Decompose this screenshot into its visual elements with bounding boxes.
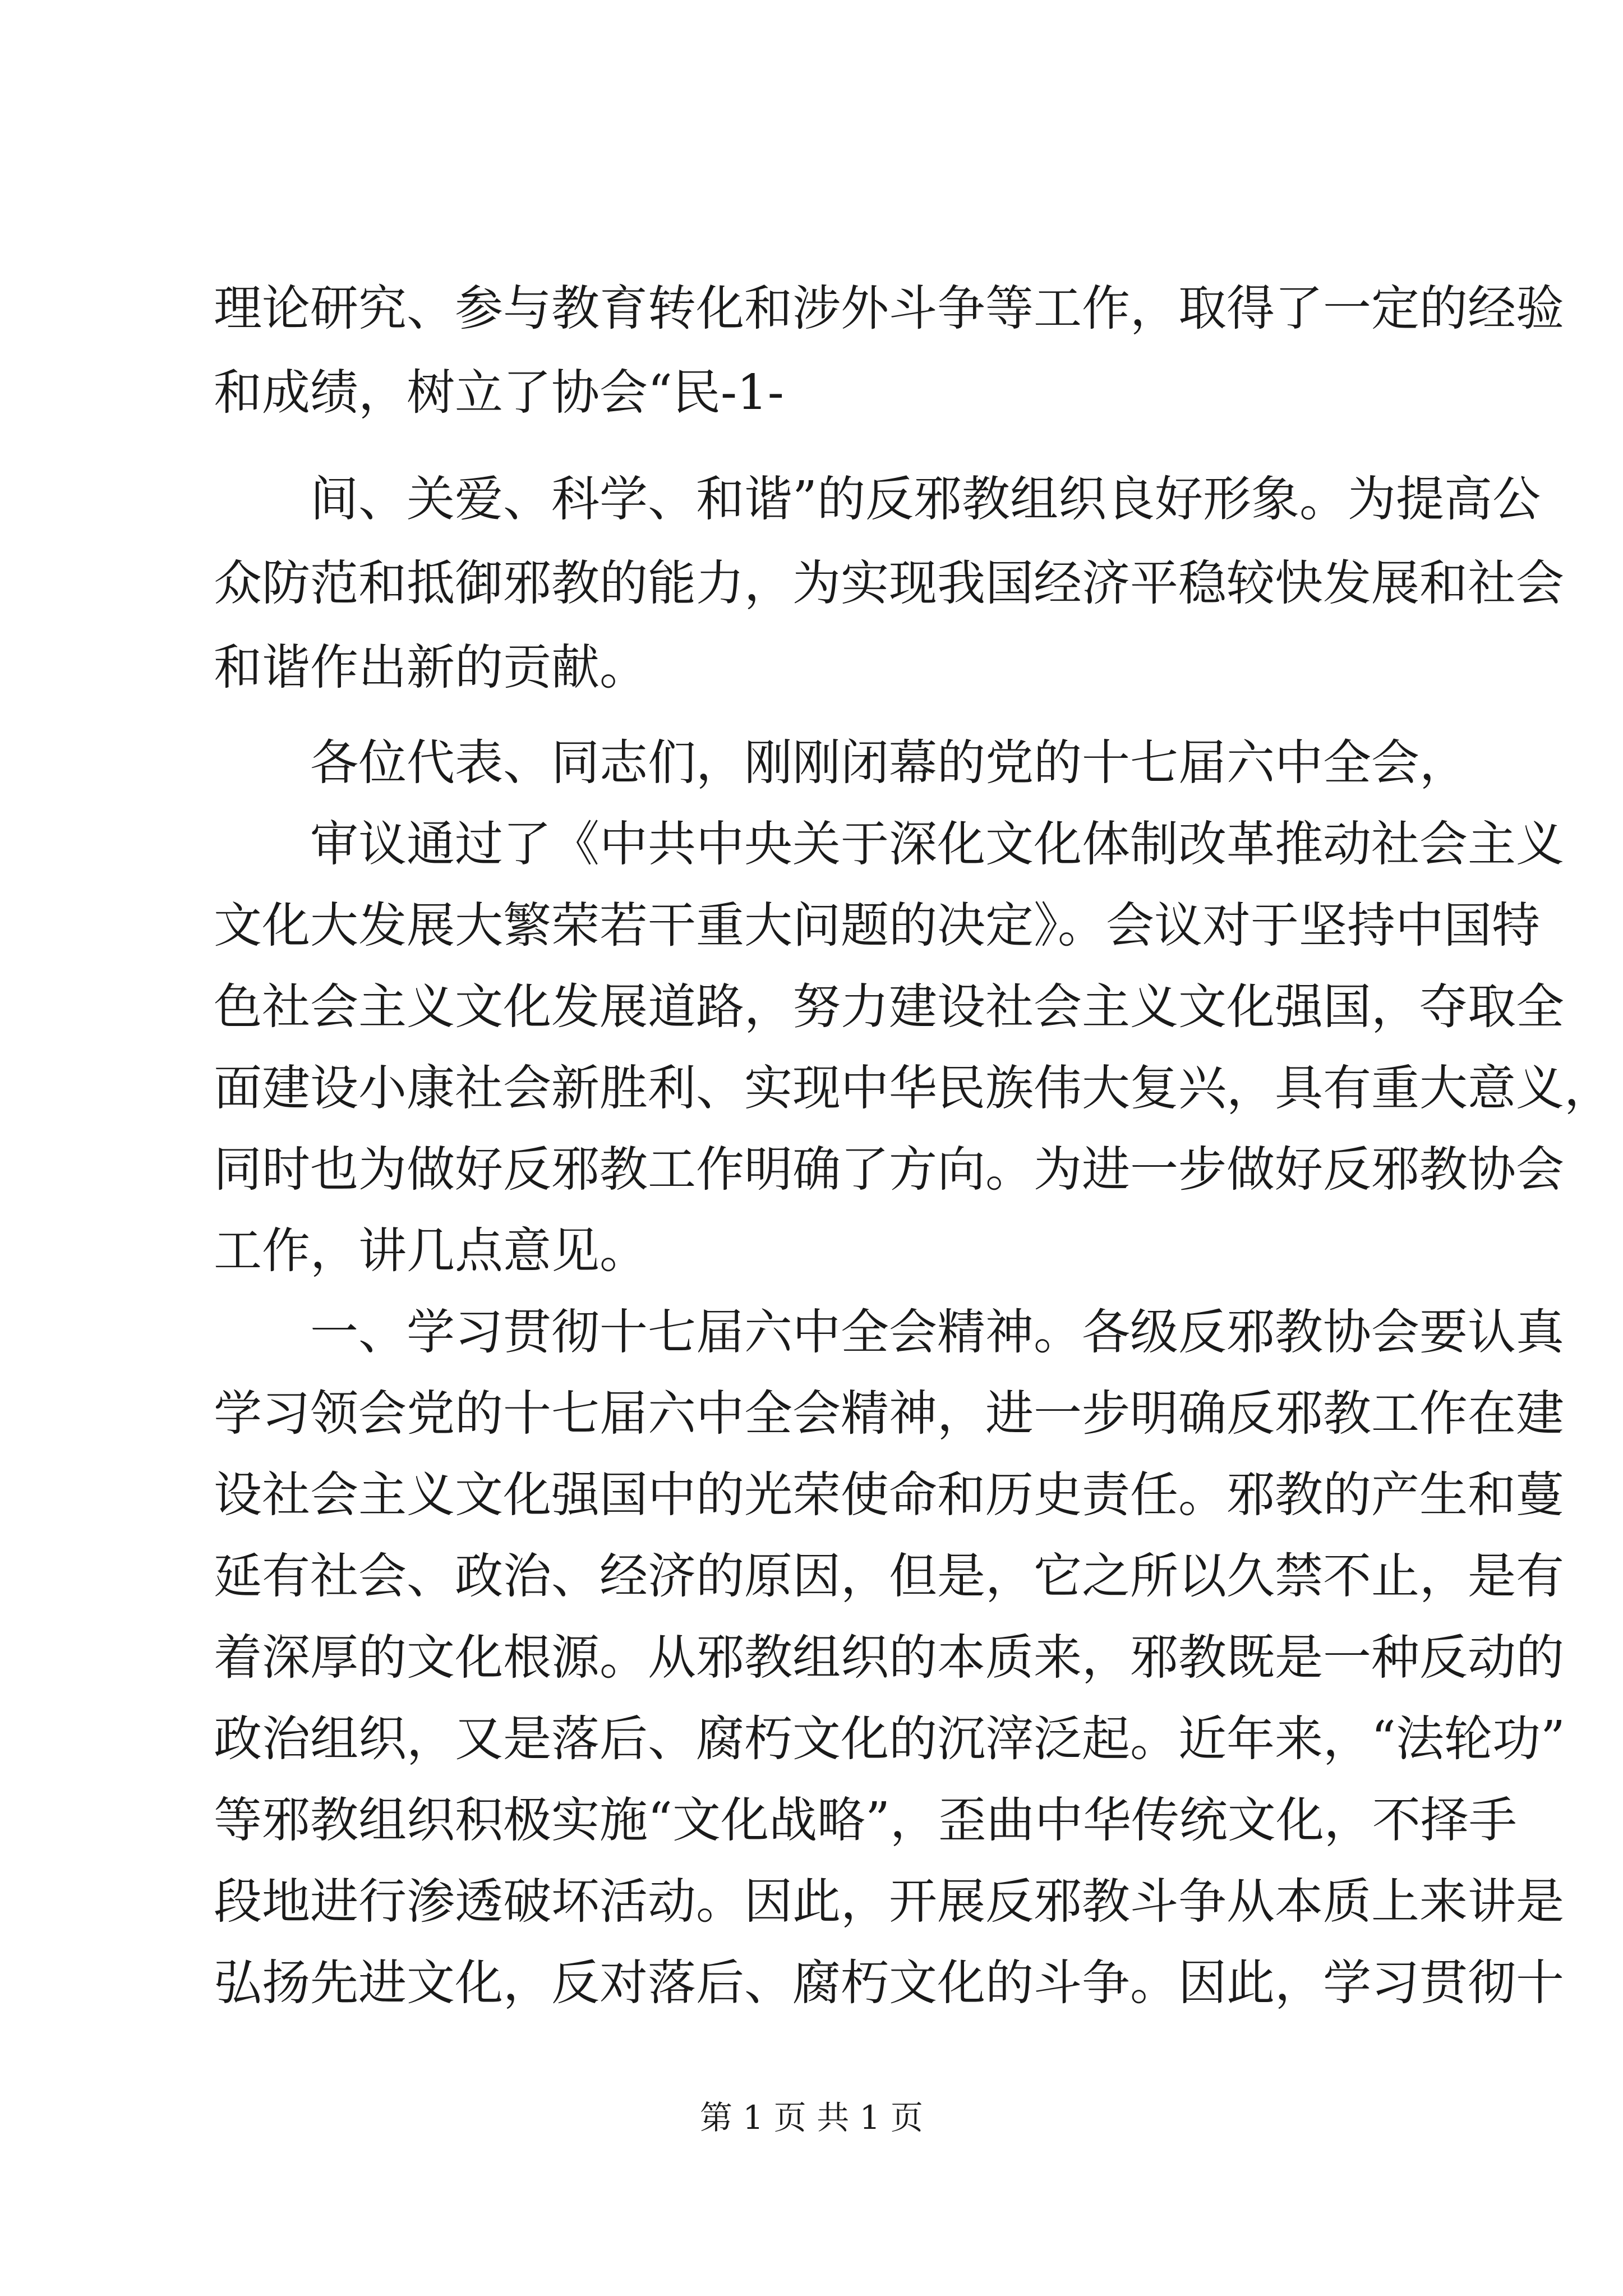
text-line: 众防范和抵御邪教的能力，为实现我国经济平稳较快发展和社会 [214,555,1564,611]
page-footer: 第 1 页 共 1 页 [700,2099,923,2137]
text-line: 等邪教组织积极实施“文化战略”，歪曲中华传统文化，不择手 [214,1792,1517,1848]
text-line: 设社会主义文化强国中的光荣使命和历史责任。邪教的产生和蔓 [214,1467,1564,1523]
text-line: 着深厚的文化根源。从邪教组织的本质来，邪教既是一种反动的 [214,1630,1564,1686]
text-line: 审议通过了《中共中央关于深化文化体制改革推动社会主义 [310,816,1564,872]
text-line: 一、学习贯彻十七届六中全会精神。各级反邪教协会要认真 [310,1304,1564,1360]
text-line: 和成绩，树立了协会“民-1- [214,365,784,421]
text-line: 政治组织，又是落后、腐朽文化的沉滓泛起。近年来，“法轮功” [214,1711,1565,1767]
text-line: 段地进行渗透破坏活动。因此，开展反邪教斗争从本质上来讲是 [214,1874,1564,1930]
text-line: 工作，讲几点意见。 [214,1223,648,1279]
text-line: 理论研究、参与教育转化和涉外斗争等工作，取得了一定的经验 [214,280,1564,337]
text-line: 各位代表、同志们，刚刚闭幕的党的十七届六中全会， [310,735,1468,791]
text-line: 和谐作出新的贡献。 [214,639,648,696]
text-line: 同时也为做好反邪教工作明确了方向。为进一步做好反邪教协会 [214,1142,1564,1198]
text-line: 面建设小康社会新胜利、实现中华民族伟大复兴，具有重大意义， [214,1060,1612,1116]
text-line: 间、关爱、科学、和谐”的反邪教组织良好形象。为提高公 [310,471,1541,527]
text-line: 色社会主义文化发展道路，努力建设社会主义文化强国，夺取全 [214,979,1564,1035]
text-line: 弘扬先进文化，反对落后、腐朽文化的斗争。因此，学习贯彻十 [214,1955,1564,2011]
text-line: 延有社会、政治、经济的原因，但是，它之所以久禁不止，是有 [214,1548,1564,1604]
text-line: 文化大发展大繁荣若干重大问题的决定》。会议对于坚持中国特 [214,898,1540,954]
text-line: 学习领会党的十七届六中全会精神，进一步明确反邪教工作在建 [214,1386,1564,1442]
